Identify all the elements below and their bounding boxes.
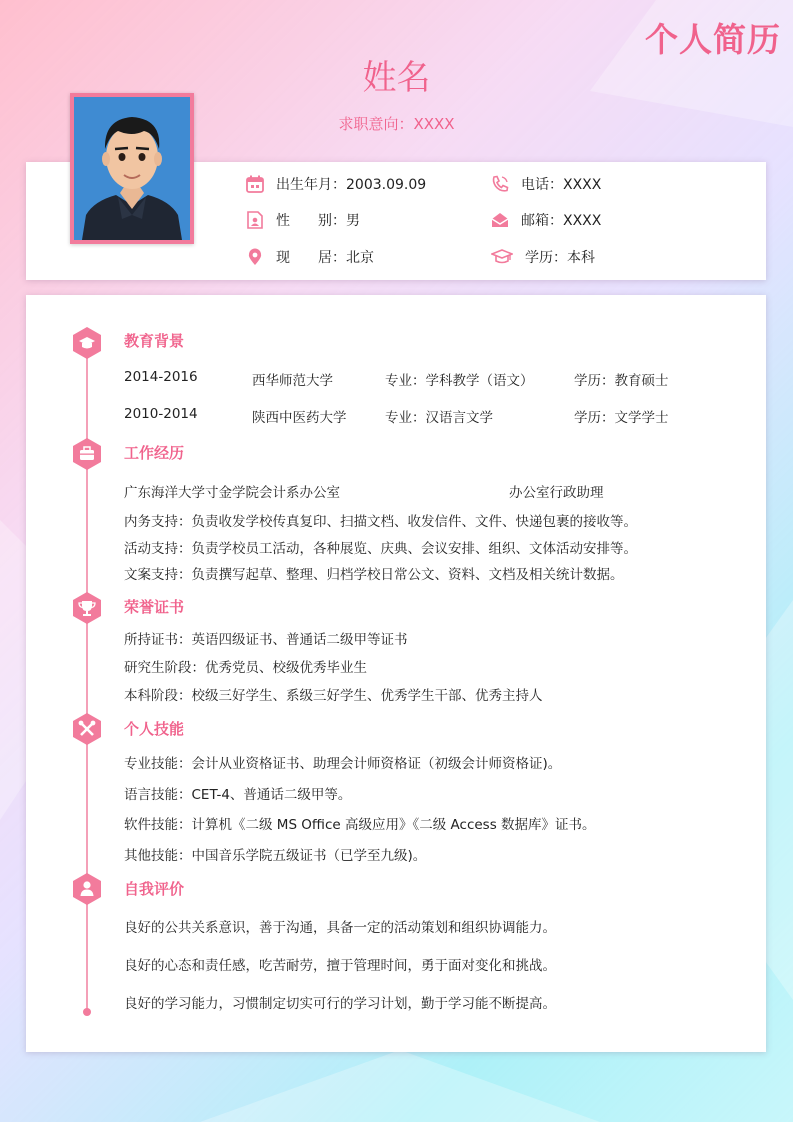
degree: 学历：本科	[525, 250, 595, 266]
degree-item	[491, 247, 595, 267]
skills-title: 个人技能	[124, 720, 185, 738]
skill-3: 软件技能：计算机《二级 MS Office 高级应用》《二级 Access 数据库》证书。	[124, 817, 596, 833]
briefcase-icon	[73, 438, 101, 470]
work-position: 办公室行政助理	[509, 485, 604, 501]
skill-1: 专业技能：会计从业资格证书、助理会计师资格证（初级会计师资格证)。	[124, 756, 562, 772]
birth-date: 出生年月：2003.09.09	[276, 177, 427, 193]
tools-icon	[73, 713, 101, 745]
residence-label: 现 居：	[276, 250, 346, 266]
self-eval-2: 良好的心态和责任感，吃苦耐劳，擅于管理时间，勇于面对变化和挑战。	[124, 958, 556, 974]
edu-row-1-school: 西华师范大学	[252, 373, 333, 389]
edu-row-2-major: 专业：汉语言文学	[385, 410, 493, 426]
education-title: 教育背景	[124, 332, 185, 350]
skill-4: 其他技能：中国音乐学院五级证书（已学至九级)。	[124, 848, 427, 864]
work-organization: 广东海洋大学寸金学院会计系办公室	[124, 485, 340, 501]
work-duty-1: 内务支持：负责收发学校传真复印、扫描文档、收发信件、文件、快递包裹的接收等。	[124, 514, 637, 530]
calendar-icon	[246, 175, 264, 193]
envelope-icon	[491, 211, 509, 229]
person-icon	[73, 873, 101, 905]
location-pin-icon	[246, 248, 264, 266]
graduation-cap-icon	[491, 248, 513, 266]
birth-date-item	[246, 174, 426, 194]
honor-1: 所持证书：英语四级证书、普通话二级甲等证书	[124, 632, 408, 648]
document-title: 个人简历	[645, 20, 781, 59]
candidate-name: 姓名	[362, 58, 431, 98]
person-doc-icon	[246, 211, 264, 229]
work-duty-3: 文案支持：负责撰写起草、整理、归档学校日常公文、资料、文档及相关统计数据。	[124, 567, 624, 583]
self-eval-3: 良好的学习能力，习惯制定切实可行的学习计划，勤于学习能不断提高。	[124, 996, 556, 1012]
gender-value: 男	[346, 213, 360, 229]
residence-item	[246, 247, 374, 267]
graduation-cap-icon	[73, 327, 101, 359]
phone-icon	[491, 175, 509, 193]
phone-item	[491, 174, 601, 194]
edu-row-1-years: 2014-2016	[124, 369, 198, 385]
email: 邮箱：XXXX	[521, 213, 602, 229]
job-objective: 求职意向：XXXX	[338, 115, 455, 133]
self-evaluation-title: 自我评价	[124, 880, 185, 898]
honors-title: 荣誉证书	[124, 598, 185, 616]
profile-photo	[70, 93, 194, 244]
edu-row-2-years: 2010-2014	[124, 406, 198, 422]
work-duty-2: 活动支持：负责学校员工活动，各种展览、庆典、会议安排、组织、文体活动安排等。	[124, 541, 637, 557]
email-item	[491, 210, 601, 230]
skill-2: 语言技能：CET-4、普通话二级甲等。	[124, 787, 352, 803]
work-title: 工作经历	[124, 444, 185, 462]
residence-value: 北京	[346, 250, 374, 266]
self-eval-1: 良好的公共关系意识，善于沟通，具备一定的活动策划和组织协调能力。	[124, 920, 556, 936]
edu-row-2-degree: 学历：文学学士	[574, 410, 669, 426]
edu-row-1-major: 专业：学科教学（语文）	[385, 373, 534, 389]
timeline-end-dot	[83, 1008, 91, 1016]
edu-row-2-school: 陕西中医药大学	[252, 410, 347, 426]
trophy-icon	[73, 592, 101, 624]
honor-3: 本科阶段：校级三好学生、系级三好学生、优秀学生干部、优秀主持人	[124, 688, 543, 704]
edu-row-1-degree: 学历：教育硕士	[574, 373, 669, 389]
gender-label: 性 别：	[276, 213, 346, 229]
phone: 电话：XXXX	[521, 177, 602, 193]
gender-item	[246, 210, 360, 230]
honor-2: 研究生阶段：优秀党员、校级优秀毕业生	[124, 660, 367, 676]
